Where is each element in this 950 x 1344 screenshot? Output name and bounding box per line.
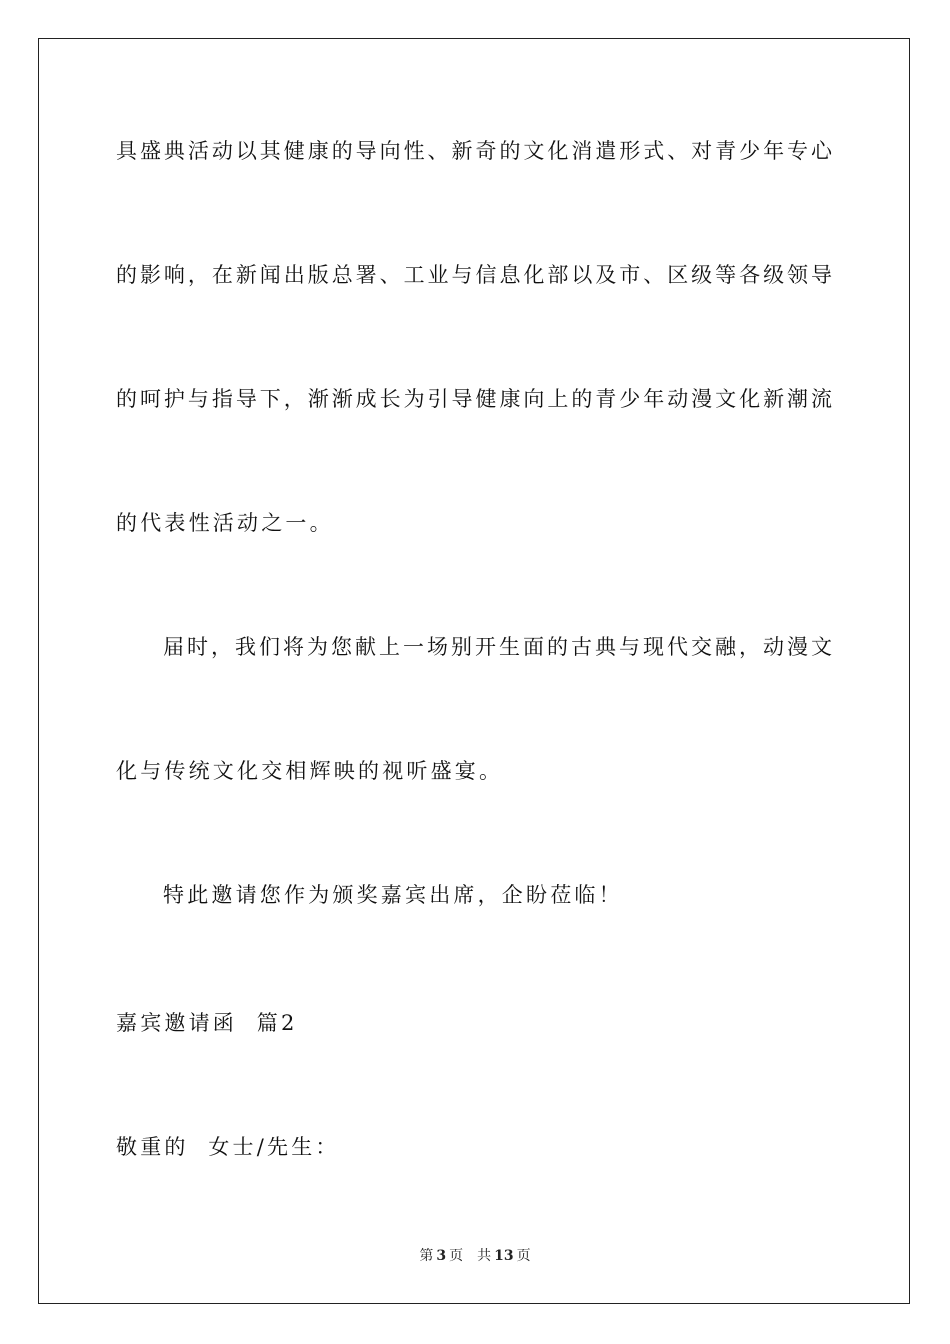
paragraph-1-line-3: 的呵护与指导下，渐渐成长为引导健康向上的青少年动漫文化新潮流 xyxy=(116,387,832,411)
total-pages: 13 xyxy=(494,1248,514,1264)
invitation-closing: 特此邀请您作为颁奖嘉宾出席，企盼莅临！ xyxy=(163,883,623,907)
page-border xyxy=(38,38,910,1304)
paragraph-2-line-2: 化与传统文化交相辉映的视听盛宴。 xyxy=(116,759,504,783)
total-suffix: 页 xyxy=(516,1248,531,1264)
paragraph-1-line-1: 具盛典活动以其健康的导向性、新奇的文化消遣形式、对青少年专心 xyxy=(116,139,832,163)
section-heading: 嘉宾邀请函 篇2 xyxy=(116,1011,298,1035)
total-prefix: 共 xyxy=(477,1248,492,1264)
page-footer xyxy=(0,1246,950,1266)
paragraph-1-line-2: 的影响，在新闻出版总署、工业与信息化部以及市、区级等各级领导 xyxy=(116,263,832,287)
page-suffix: 页 xyxy=(449,1248,464,1264)
page-prefix: 第 xyxy=(419,1248,434,1264)
page-number: 3 xyxy=(436,1248,447,1264)
paragraph-1-line-4: 的代表性活动之一。 xyxy=(116,511,334,535)
paragraph-2-line-1: 届时，我们将为您献上一场别开生面的古典与现代交融，动漫文 xyxy=(163,635,832,659)
salutation: 敬重的 女士/先生： xyxy=(116,1135,340,1159)
